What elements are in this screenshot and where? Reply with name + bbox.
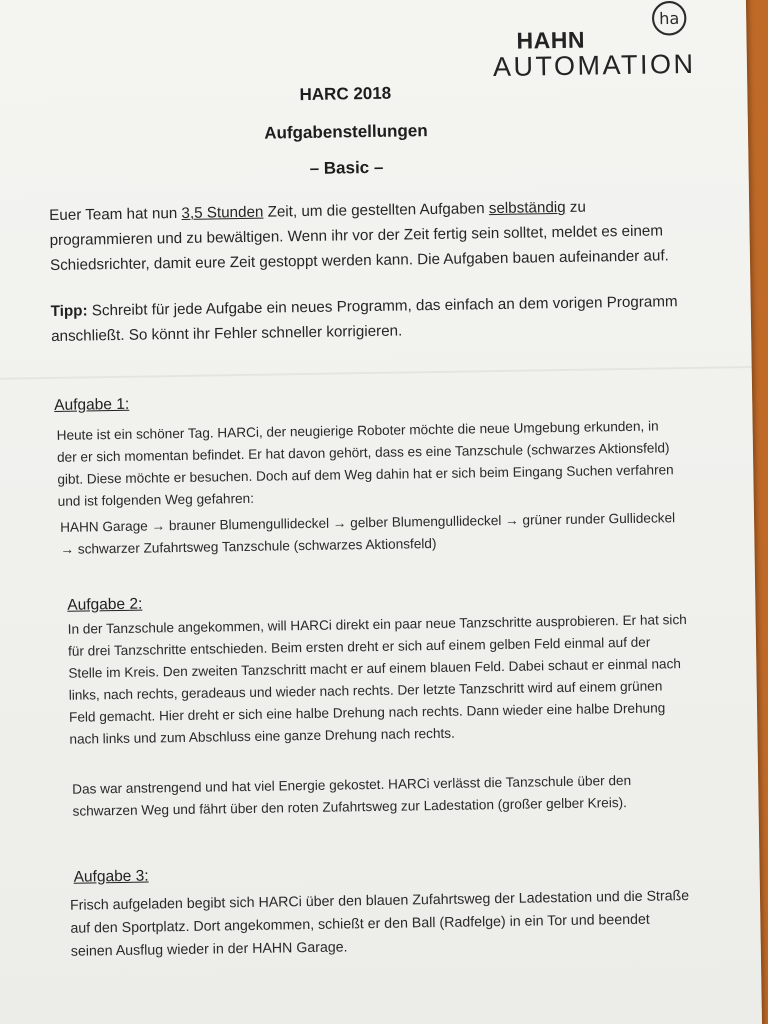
intro-text-1: Euer Team hat nun: [49, 204, 182, 225]
tip-text: Schreibt für jede Aufgabe ein neues Programm, das einfach an dem vorigen Programm anschließt. So könnt ihr Fehler schneller korrigieren.: [50, 293, 678, 346]
svg-text:ha: ha: [658, 8, 680, 29]
task2-title: Aufgabe 2:: [67, 595, 143, 614]
task3-title: Aufgabe 3:: [73, 867, 149, 886]
intro-text-2: Zeit, um die gestellten Aufgaben: [263, 200, 489, 221]
intro-text-3: zu programmieren und zu bewältigen. Wenn ihr vor der Zeit fertig sein solltet, meldet es einem Schiedsrichter, damit eure Zeit gestoppt werden kann. Die Aufgaben bauen aufeinander auf.: [49, 198, 669, 275]
tip-label: Tipp:: [50, 302, 88, 321]
tip-paragraph: [51, 289, 692, 349]
task2-text-2: Das war anstrengend und hat viel Energie gekostet. HARCi verlässt die Tanzschule über den schwarzen Weg und fährt über den roten Zufahrtsweg zur Ladestation (großer gelber Kreis).: [72, 772, 632, 819]
document-title: HARC 2018: [299, 83, 392, 105]
ha-logo-icon: [650, 0, 689, 38]
intro-paragraph: [49, 193, 690, 278]
logo-text-automation: AUTOMATION: [492, 48, 696, 83]
task1-route: HAHN Garage → brauner Blumengullideckel → gelber Blumengullideckel → grüner runder Gullideckel → schwarzer Zufahrtsweg Tanzschule (schwarzes Aktionsfeld): [60, 510, 676, 557]
logo-text-hahn: HAHN: [516, 26, 586, 54]
task1-text: Heute ist ein schöner Tag. HARCi, der neugierige Roboter möchte die neue Umgebung erkunden, in der er sich momentan befindet. Er hat davon gehört, dass es eine Tanzschule (schwarzes Aktionsfeld) gibt. Diese möchte er besuchen. Doch auf dem Weg dahin hat er sich beim Eingang Suchen verfahren und ist folgenden Weg gefahren:: [56, 418, 674, 509]
task2-text: In der Tanzschule angekommen, will HARCi direkt ein paar neue Tanzschritte ausprobieren. Er hat sich für drei Tanzschritte entschieden. Beim ersten dreht er sich auf einem gelben Feld einmal auf der Stelle im Kreis. Den zweiten Tanzschritt macht er auf einem blauen Feld. Dabei schaut er einmal nach links, nach rechts, geradeaus und wieder nach rechts. Der letzte Tanzschritt wird auf einem grünen Feld gemacht. Hier dreht er sich eine halbe Drehung nach rechts. Dann wieder eine halbe Drehung nach links und zum Abschluss eine ganze Drehung nach rechts.: [67, 612, 687, 747]
hahn-automation-logo: [492, 0, 713, 92]
task1-title: Aufgabe 1:: [54, 395, 130, 414]
paper-fold: [0, 366, 752, 380]
task3-text: Frisch aufgeladen begibt sich HARCi über den blauen Zufahrtsweg der Ladestation und die Straße auf den Sportplatz. Dort angekommen, schießt er den Ball (Radfelge) in ein Tor und beendet seinen Ausflug wieder in der HAHN Garage.: [69, 888, 690, 960]
intro-self: selbständig: [488, 198, 566, 218]
intro-hours: 3,5 Stunden: [181, 203, 264, 222]
document-subtitle: Aufgabenstellungen: [264, 121, 428, 143]
difficulty-level: – Basic –: [309, 157, 384, 178]
